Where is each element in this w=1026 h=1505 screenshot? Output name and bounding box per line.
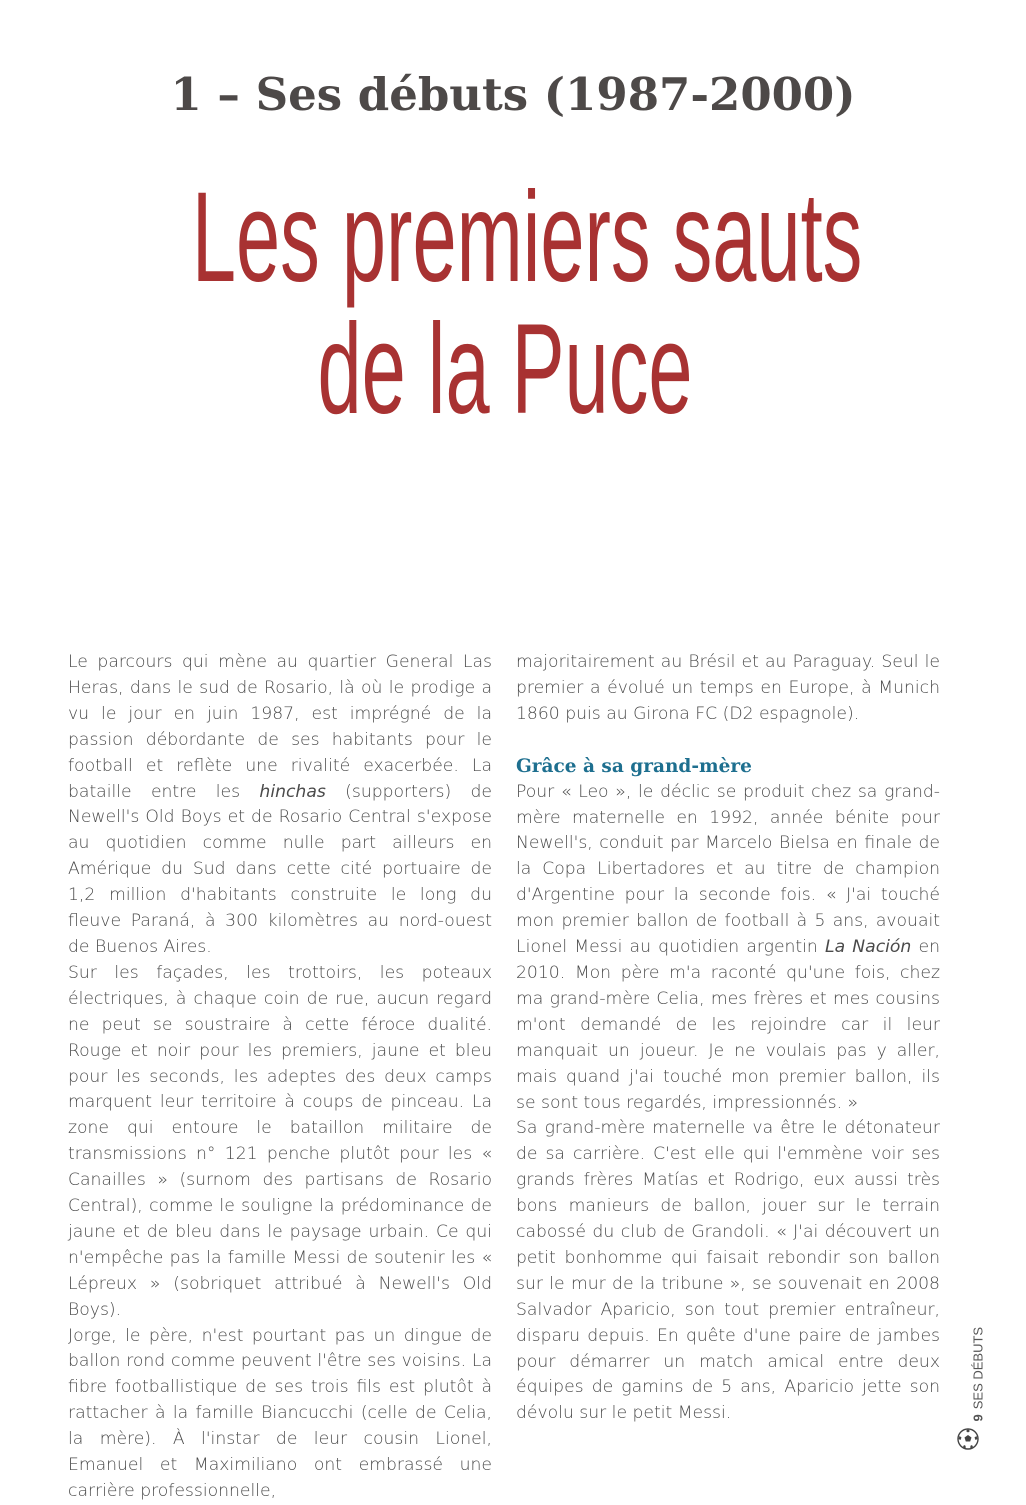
paragraph-text: Le parcours qui mène au quartier General Las Heras, dans le sud de Rosario, là où le prodige a vu le jour en juin 1987, est imprégné de la passion débordante de ses habitants pour le football et reflète une rivalité exacerbée. La bataille entre les [68, 652, 492, 802]
italic-term: hinchas [259, 781, 326, 802]
paragraph: Sa grand-mère maternelle va être le détonateur de sa carrière. C'est elle qui l'emmène voir ses grands frères Matías et Rodrigo, eux aussi très bons manieurs de ballon, jouer sur le terrain cabossé du club de Grandoli. « J'ai découvert un petit bonhomme qui faisait rebondir son ballon sur le mur de la tribune », se souvenait en 2008 Salvador Aparicio, son tout premier entraîneur, disparu depuis. En quête d'une paire de jambes pour démarrer un match amical entre deux équipes de gamins de 5 ans, Aparicio jette son dévolu sur le petit Messi. [516, 1118, 940, 1424]
main-title [0, 166, 1010, 441]
paragraph-text: Pour « Leo », le déclic se produit chez sa grand-mère maternelle en 1992, année bénite pour Newell's, conduit par Marcelo Bielsa en finale de la Copa Libertadores et au titre de champion d'Argentine pour la seconde fois. « J'ai touché mon premier ballon de football à 5 ans, avouait Lionel Messi au quotidien argentin [516, 781, 940, 958]
paragraph: Jorge, le père, n'est pourtant pas un dingue de ballon rond comme peuvent l'être ses voisins. La fibre footballistique de ses trois fils est plutôt à rattacher à la famille Biancucchi (celle de Celia, la mère). À l'instar de leur cousin Lionel, Emanuel et Maximiliano ont embrassé une carrière professionnelle, [68, 1325, 492, 1501]
left-column [68, 650, 492, 1505]
paragraph-text: (supporters) de Newell's Old Boys et de Rosario Central s'expose au quotidien comme nulle part ailleurs en Amérique du Sud dans cette cité portuaire de 1,2 million d'habitants construite le long du fleuve Paraná, à 300 kilomètres au nord-ouest de Buenos Aires. [68, 781, 492, 957]
page-number: 9 [970, 1414, 986, 1422]
chapter-heading: 1 – Ses débuts (1987-2000) [170, 68, 856, 121]
soccer-ball-icon [957, 1428, 979, 1450]
right-column [516, 650, 940, 1427]
section-label: SES DÉBUTS [970, 1326, 986, 1410]
italic-term: La Nación [825, 937, 912, 958]
paragraph [516, 780, 940, 1117]
page-footer-label [968, 1320, 988, 1430]
section-subheading: Grâce à sa grand-mère [516, 755, 752, 777]
main-title-line-2: de la Puce [317, 298, 693, 441]
paragraph-text: en 2010. Mon père m'a raconté qu'une fois, chez ma grand-mère Celia, mes frères et mes cousins m'ont demandé de les rejoindre car il leur manquait un joueur. Je ne voulais pas y aller, mais quand j'ai touché mon premier ballon, ils se sont tous regardés, impressionnés. » [516, 937, 940, 1113]
paragraph [68, 650, 492, 961]
paragraph: Sur les façades, les trottoirs, les poteaux électriques, à chaque coin de rue, aucun regard ne peut se soustraire à cette féroce dualité. Rouge et noir pour les premiers, jaune et bleu pour les seconds, les adeptes des deux camps marquent leur territoire à coups de pinceau. La zone qui entoure le bataillon militaire de transmissions n° 121 penche plutôt pour les « Canailles » (surnom des partisans de Rosario Central), comme le souligne la prédominance de jaune et de bleu dans le paysage urbain. Ce qui n'empêche pas la famille Messi de soutenir les « Lépreux » (sobriquet attribué à Newell's Old Boys). [68, 962, 492, 1320]
footer-text [971, 1322, 986, 1422]
paragraph: majoritairement au Brésil et au Paraguay. Seul le premier a évolué un temps en Europe, à Munich 1860 puis au Girona FC (D2 espagnole). [516, 652, 940, 724]
main-title-line-1: Les premiers sauts [191, 166, 863, 309]
